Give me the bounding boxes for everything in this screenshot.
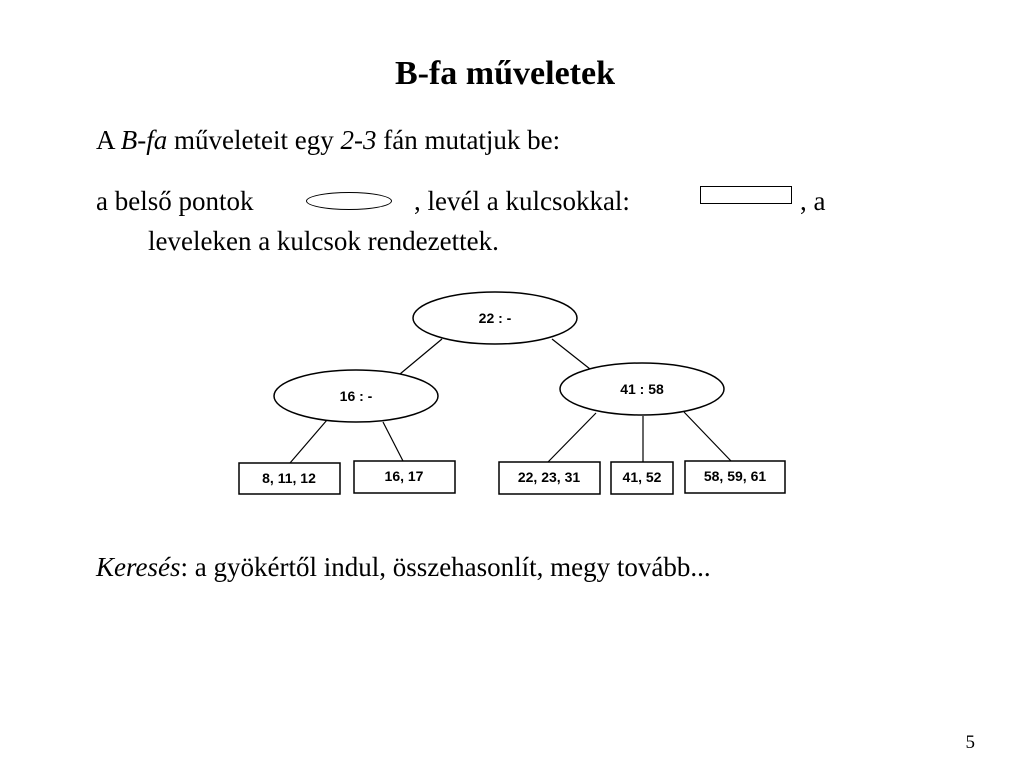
legend-text-leaf: , levél a kulcsokkal: bbox=[414, 186, 630, 216]
intro-text-3: fán mutatjuk be: bbox=[376, 125, 561, 155]
leaf-node-5 bbox=[685, 461, 785, 493]
leaf-node-3 bbox=[499, 462, 600, 494]
root-node bbox=[413, 292, 577, 344]
leaf-node-1-label: 8, 11, 12 bbox=[262, 470, 316, 486]
edge-right-leaf3 bbox=[548, 413, 596, 462]
internal-node-right-label: 41 : 58 bbox=[620, 381, 664, 397]
intro-text-1: A bbox=[96, 125, 121, 155]
internal-node-left bbox=[274, 370, 438, 422]
edge-root-right bbox=[552, 339, 590, 369]
edge-right-leaf5 bbox=[684, 412, 731, 461]
leaf-node-1 bbox=[239, 463, 340, 494]
slide-title: B-fa műveletek bbox=[394, 55, 615, 92]
leaf-node-4 bbox=[611, 462, 673, 494]
leaf-node-2-label: 16, 17 bbox=[384, 468, 424, 484]
edge-left-leaf1 bbox=[290, 420, 327, 463]
root-node-label: 22 : - bbox=[478, 310, 512, 326]
internal-node-left-label: 16 : - bbox=[339, 388, 373, 404]
edge-left-leaf2 bbox=[383, 422, 403, 461]
leaf-node-4-label: 41, 52 bbox=[622, 469, 662, 485]
leaf-node-3-label: 22, 23, 31 bbox=[517, 469, 581, 485]
leaf-node-2 bbox=[354, 461, 455, 493]
intro-text-2: műveleteit egy bbox=[167, 125, 341, 155]
leaf-node-5-label: 58, 59, 61 bbox=[703, 468, 767, 484]
search-text: : a gyökértől indul, összehasonlít, megy tovább... bbox=[180, 552, 711, 582]
legend-text-internal: a belső pontok bbox=[96, 186, 254, 216]
legend-text-comma: , a bbox=[800, 186, 826, 216]
intro-italic-bfa: B-fa bbox=[120, 125, 168, 155]
page-number: 5 bbox=[965, 732, 975, 753]
intro-italic-23: 2-3 bbox=[340, 125, 377, 155]
edge-root-left bbox=[400, 339, 442, 374]
internal-node-right bbox=[560, 363, 724, 415]
legend-text-sorted: leveleken a kulcsok rendezettek. bbox=[148, 226, 499, 256]
search-line bbox=[96, 551, 711, 583]
search-label: Keresés bbox=[96, 552, 181, 582]
